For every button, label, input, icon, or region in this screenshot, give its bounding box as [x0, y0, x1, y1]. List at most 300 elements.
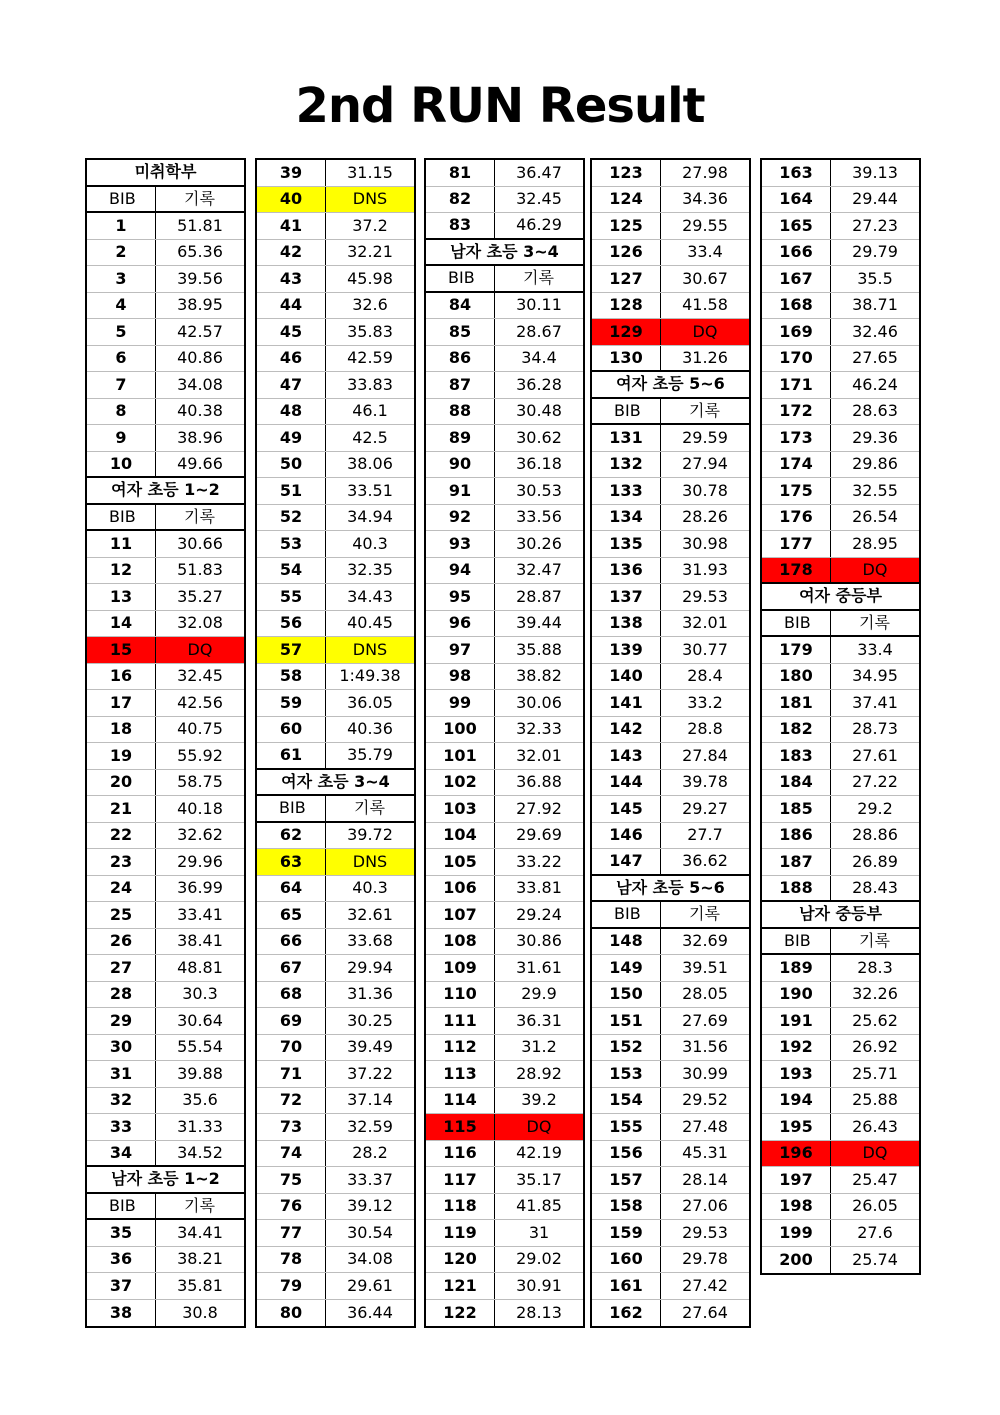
result-row	[762, 266, 919, 293]
record-time: 36.62	[682, 851, 728, 871]
result-row	[762, 849, 919, 876]
record-time: 27.23	[852, 215, 898, 235]
bib-number: 24	[87, 876, 156, 902]
record-time: 37.14	[347, 1090, 393, 1110]
section-title: 남자 초등 3~4	[450, 241, 559, 261]
bib-number: 90	[426, 452, 495, 478]
result-row	[257, 876, 414, 903]
bib-number: 7	[87, 372, 156, 398]
record-time: 36.99	[177, 878, 223, 898]
bib-header: BIB	[762, 611, 831, 636]
record-time: 45.31	[682, 1143, 728, 1163]
bib-number: 169	[762, 319, 831, 345]
result-row	[257, 1300, 414, 1327]
record-time: 30.53	[516, 480, 562, 500]
bib-number: 113	[426, 1061, 495, 1087]
result-row	[762, 982, 919, 1009]
bib-number: 34	[87, 1141, 156, 1166]
bib-number: 65	[257, 902, 326, 928]
results-column-5	[760, 158, 921, 1275]
bib-number: 124	[592, 187, 661, 213]
bib-number: 186	[762, 823, 831, 849]
result-row	[426, 505, 583, 532]
bib-number: 149	[592, 955, 661, 981]
record-time: 39.49	[347, 1037, 393, 1057]
record-header: 기록	[689, 904, 720, 924]
record-time: 25.47	[852, 1169, 898, 1189]
bib-number: 32	[87, 1088, 156, 1114]
result-row	[762, 1247, 919, 1274]
record-time: 35.83	[347, 321, 393, 341]
bib-number: 104	[426, 823, 495, 849]
record-time: 28.14	[682, 1169, 728, 1189]
record-time: DNS	[352, 189, 388, 209]
bib-number: 131	[592, 425, 661, 451]
record-time: 34.08	[347, 1249, 393, 1269]
bib-number: 160	[592, 1247, 661, 1273]
bib-number: 198	[762, 1194, 831, 1220]
result-row	[592, 849, 749, 876]
bib-number: 171	[762, 372, 831, 398]
result-row	[257, 849, 414, 876]
record-time: 30.62	[516, 427, 562, 447]
result-row	[87, 1273, 244, 1300]
bib-header: BIB	[426, 266, 495, 291]
record-time: 35.5	[857, 268, 893, 288]
record-time: 38.95	[177, 295, 223, 315]
result-row	[87, 690, 244, 717]
bib-number: 151	[592, 1008, 661, 1034]
result-row	[87, 558, 244, 585]
bib-number: 14	[87, 611, 156, 637]
bib-number: 112	[426, 1035, 495, 1061]
column-header-row	[592, 902, 749, 929]
record-time: 41.85	[516, 1196, 562, 1216]
bib-number: 123	[592, 160, 661, 186]
result-row	[87, 796, 244, 823]
record-time: 29.96	[177, 851, 223, 871]
bib-number: 102	[426, 770, 495, 796]
bib-number: 136	[592, 558, 661, 584]
bib-number: 91	[426, 478, 495, 504]
bib-number: 163	[762, 160, 831, 186]
record-time: 35.17	[516, 1169, 562, 1189]
result-row	[762, 1114, 919, 1141]
section-header	[87, 478, 244, 505]
result-row	[762, 187, 919, 214]
bib-number: 30	[87, 1035, 156, 1061]
bib-number: 170	[762, 346, 831, 372]
bib-number: 196	[762, 1141, 831, 1167]
section-title: 여자 중등부	[799, 586, 882, 606]
bib-number: 62	[257, 823, 326, 849]
record-time: 38.21	[177, 1249, 223, 1269]
result-row	[426, 293, 583, 320]
result-row	[592, 955, 749, 982]
record-time: 30.06	[516, 692, 562, 712]
bib-number: 120	[426, 1247, 495, 1273]
bib-number: 44	[257, 293, 326, 319]
result-row	[426, 955, 583, 982]
bib-number: 109	[426, 955, 495, 981]
bib-number: 148	[592, 929, 661, 955]
result-row	[592, 505, 749, 532]
bib-number: 182	[762, 717, 831, 743]
bib-number: 54	[257, 558, 326, 584]
record-time: 27.48	[682, 1116, 728, 1136]
bib-number: 98	[426, 664, 495, 690]
bib-number: 23	[87, 849, 156, 875]
record-time: 39.12	[347, 1196, 393, 1216]
record-time: 32.35	[347, 560, 393, 580]
bib-number: 46	[257, 346, 326, 372]
result-row	[762, 743, 919, 770]
record-time: 26.89	[852, 851, 898, 871]
result-row	[257, 1220, 414, 1247]
result-row	[762, 1008, 919, 1035]
bib-number: 92	[426, 505, 495, 531]
record-time: 30.99	[682, 1063, 728, 1083]
record-time: 35.79	[347, 745, 393, 765]
result-row	[257, 929, 414, 956]
result-row	[426, 399, 583, 426]
record-time: 42.57	[177, 321, 223, 341]
record-time: 58.75	[177, 772, 223, 792]
bib-number: 119	[426, 1220, 495, 1246]
bib-number: 12	[87, 558, 156, 584]
result-row	[87, 372, 244, 399]
result-row	[87, 1114, 244, 1141]
bib-number: 105	[426, 849, 495, 875]
record-time: 27.42	[682, 1275, 728, 1295]
bib-number: 173	[762, 425, 831, 451]
result-row	[426, 823, 583, 850]
result-row	[87, 1088, 244, 1115]
record-time: 28.73	[852, 719, 898, 739]
results-column-1	[85, 158, 246, 1328]
record-time: DQ	[526, 1116, 552, 1136]
record-time: 32.46	[852, 321, 898, 341]
result-row	[592, 611, 749, 638]
record-time: 31	[528, 1222, 550, 1242]
bib-number: 162	[592, 1300, 661, 1327]
result-row	[426, 717, 583, 744]
bib-number: 180	[762, 664, 831, 690]
bib-number: 4	[87, 293, 156, 319]
record-time: 31.2	[521, 1037, 557, 1057]
section-title: 미취학부	[134, 162, 197, 182]
bib-number: 161	[592, 1273, 661, 1299]
record-time: 29.86	[852, 454, 898, 474]
record-time: 25.62	[852, 1010, 898, 1030]
result-row	[257, 372, 414, 399]
bib-number: 70	[257, 1035, 326, 1061]
record-time: 28.95	[852, 533, 898, 553]
record-time: 28.86	[852, 825, 898, 845]
bib-number: 107	[426, 902, 495, 928]
record-time: 36.05	[347, 692, 393, 712]
bib-number: 166	[762, 240, 831, 266]
result-row	[592, 1141, 749, 1168]
record-time: 34.95	[852, 666, 898, 686]
result-row	[257, 823, 414, 850]
result-row	[592, 478, 749, 505]
bib-number: 48	[257, 399, 326, 425]
record-time: 42.56	[177, 692, 223, 712]
column-header-row	[87, 187, 244, 214]
bib-number: 86	[426, 346, 495, 372]
record-time: 36.28	[516, 374, 562, 394]
result-row	[592, 531, 749, 558]
record-time: 32.33	[516, 719, 562, 739]
record-time: 51.83	[177, 560, 223, 580]
bib-number: 176	[762, 505, 831, 531]
record-time: 28.2	[352, 1143, 388, 1163]
bib-number: 25	[87, 902, 156, 928]
record-time: 34.43	[347, 586, 393, 606]
result-row	[257, 478, 414, 505]
record-time: 28.43	[852, 877, 898, 897]
bib-number: 6	[87, 346, 156, 372]
result-row	[762, 293, 919, 320]
bib-header: BIB	[87, 505, 156, 530]
bib-number: 88	[426, 399, 495, 425]
record-time: 42.59	[347, 348, 393, 368]
bib-number: 150	[592, 982, 661, 1008]
bib-number: 187	[762, 849, 831, 875]
record-time: 28.13	[516, 1302, 562, 1322]
record-header: 기록	[689, 400, 720, 420]
result-row	[87, 293, 244, 320]
record-time: DQ	[187, 639, 213, 659]
bib-number: 19	[87, 743, 156, 769]
record-time: 33.4	[687, 242, 723, 262]
record-time: 32.21	[347, 242, 393, 262]
record-time: 29.61	[347, 1275, 393, 1295]
record-time: 40.38	[177, 401, 223, 421]
result-row	[426, 1141, 583, 1168]
bib-number: 85	[426, 319, 495, 345]
bib-number: 129	[592, 319, 661, 345]
result-row	[257, 452, 414, 479]
section-title: 여자 초등 3~4	[281, 771, 390, 791]
result-row	[87, 1008, 244, 1035]
result-row	[762, 478, 919, 505]
result-row	[592, 664, 749, 691]
result-row	[257, 717, 414, 744]
result-row	[426, 213, 583, 240]
section-header	[87, 1167, 244, 1194]
result-row	[762, 1194, 919, 1221]
record-time: 39.51	[682, 957, 728, 977]
record-time: 55.92	[177, 745, 223, 765]
record-time: 30.48	[516, 401, 562, 421]
record-time: DQ	[862, 559, 888, 579]
bib-header: BIB	[87, 187, 156, 212]
record-time: 32.26	[852, 984, 898, 1004]
record-time: 38.06	[347, 454, 393, 474]
record-time: 30.66	[177, 533, 223, 553]
record-time: 30.67	[682, 268, 728, 288]
record-time: 40.75	[177, 719, 223, 739]
record-time: 35.88	[516, 639, 562, 659]
result-row	[87, 266, 244, 293]
record-time: 26.54	[852, 507, 898, 527]
bib-number: 155	[592, 1114, 661, 1140]
bib-number: 106	[426, 876, 495, 902]
result-row	[426, 160, 583, 187]
bib-number: 142	[592, 717, 661, 743]
record-time: 48.81	[177, 957, 223, 977]
result-row	[257, 346, 414, 373]
result-row	[592, 346, 749, 373]
record-time: 46.24	[852, 374, 898, 394]
bib-number: 156	[592, 1141, 661, 1167]
result-row	[426, 1035, 583, 1062]
record-time: 32.61	[347, 904, 393, 924]
record-time: 27.69	[682, 1010, 728, 1030]
record-time: 38.82	[516, 666, 562, 686]
bib-number: 200	[762, 1247, 831, 1274]
result-row	[592, 452, 749, 479]
record-time: 37.2	[352, 215, 388, 235]
result-row	[426, 372, 583, 399]
result-row	[592, 1035, 749, 1062]
record-time: 30.77	[682, 639, 728, 659]
bib-number: 79	[257, 1273, 326, 1299]
record-time: 29.52	[682, 1090, 728, 1110]
bib-number: 137	[592, 584, 661, 610]
result-row	[257, 160, 414, 187]
result-row	[257, 266, 414, 293]
bib-number: 144	[592, 770, 661, 796]
result-row	[87, 955, 244, 982]
result-row	[426, 425, 583, 452]
record-time: DQ	[692, 321, 718, 341]
result-row	[592, 1247, 749, 1274]
result-row	[426, 319, 583, 346]
bib-number: 60	[257, 717, 326, 743]
record-time: 39.13	[852, 162, 898, 182]
result-row	[592, 637, 749, 664]
result-row	[592, 266, 749, 293]
result-row	[592, 1167, 749, 1194]
result-row	[426, 982, 583, 1009]
result-row	[762, 531, 919, 558]
result-row	[257, 902, 414, 929]
bib-number: 53	[257, 531, 326, 557]
result-row	[426, 690, 583, 717]
result-row	[426, 1300, 583, 1327]
bib-number: 61	[257, 743, 326, 768]
bib-number: 20	[87, 770, 156, 796]
record-time: 27.98	[682, 162, 728, 182]
result-row	[257, 319, 414, 346]
bib-header: BIB	[87, 1194, 156, 1219]
result-row	[762, 876, 919, 903]
result-row	[257, 187, 414, 214]
bib-number: 66	[257, 929, 326, 955]
bib-number: 80	[257, 1300, 326, 1327]
bib-number: 89	[426, 425, 495, 451]
result-row	[257, 425, 414, 452]
section-header	[87, 160, 244, 187]
record-time: 29.55	[682, 215, 728, 235]
result-row	[762, 319, 919, 346]
result-row	[592, 160, 749, 187]
bib-number: 1	[87, 213, 156, 239]
record-time: 29.2	[857, 798, 893, 818]
bib-number: 31	[87, 1061, 156, 1087]
bib-number: 165	[762, 213, 831, 239]
record-time: 26.05	[852, 1196, 898, 1216]
bib-number: 128	[592, 293, 661, 319]
result-row	[257, 1194, 414, 1221]
record-time: 35.27	[177, 586, 223, 606]
record-time: 29.36	[852, 427, 898, 447]
bib-number: 72	[257, 1088, 326, 1114]
bib-number: 133	[592, 478, 661, 504]
result-row	[762, 1220, 919, 1247]
record-time: 33.56	[516, 507, 562, 527]
record-time: 39.44	[516, 613, 562, 633]
bib-number: 199	[762, 1220, 831, 1246]
result-row	[257, 611, 414, 638]
result-row	[592, 1114, 749, 1141]
bib-number: 18	[87, 717, 156, 743]
bib-number: 74	[257, 1141, 326, 1167]
record-time: 30.11	[516, 295, 562, 315]
record-time: 27.65	[852, 348, 898, 368]
record-time: 27.84	[682, 745, 728, 765]
record-time: 42.19	[516, 1143, 562, 1163]
record-time: 32.08	[177, 613, 223, 633]
result-row	[426, 531, 583, 558]
record-time: 32.01	[516, 745, 562, 765]
bib-number: 97	[426, 637, 495, 663]
column-header-row	[257, 796, 414, 823]
section-header	[762, 902, 919, 929]
record-time: 38.96	[177, 427, 223, 447]
result-row	[592, 982, 749, 1009]
result-row	[87, 346, 244, 373]
section-title: 남자 중등부	[799, 904, 882, 924]
record-time: 31.15	[347, 162, 393, 182]
result-row	[762, 717, 919, 744]
record-time: 28.05	[682, 984, 728, 1004]
record-time: 35.81	[177, 1275, 223, 1295]
result-row	[257, 531, 414, 558]
result-row	[426, 743, 583, 770]
bib-number: 83	[426, 213, 495, 238]
result-row	[257, 1114, 414, 1141]
bib-number: 115	[426, 1114, 495, 1140]
record-time: 33.2	[687, 692, 723, 712]
result-row	[426, 902, 583, 929]
section-header	[426, 240, 583, 267]
result-row	[87, 664, 244, 691]
bib-number: 168	[762, 293, 831, 319]
bib-number: 154	[592, 1088, 661, 1114]
result-row	[87, 849, 244, 876]
record-time: 28.87	[516, 586, 562, 606]
result-row	[257, 584, 414, 611]
result-row	[257, 1061, 414, 1088]
record-time: 28.67	[516, 321, 562, 341]
result-row	[762, 160, 919, 187]
bib-number: 159	[592, 1220, 661, 1246]
record-header: 기록	[354, 798, 385, 818]
